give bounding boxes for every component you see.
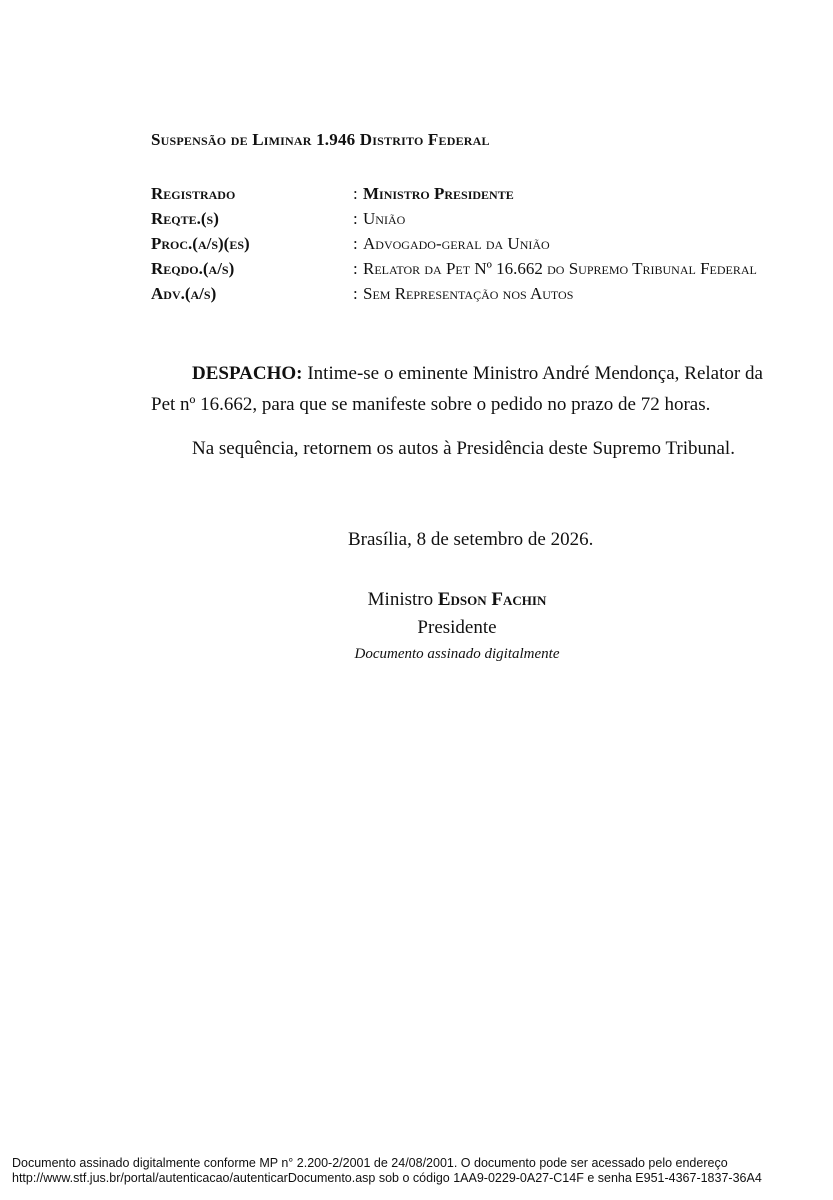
party-colon: : [353, 209, 358, 228]
party-value: Ministro Presidente [363, 184, 514, 203]
party-label: Proc.(a/s)(es) [151, 234, 250, 253]
signature-name-line [300, 585, 614, 614]
party-colon: : [353, 184, 358, 203]
signature-prefix: Ministro [367, 589, 438, 610]
signature-role: Presidente [417, 617, 497, 638]
party-value: Relator da Pet Nº 16.662 do Supremo Tribunal Federal [363, 259, 757, 278]
party-colon: : [353, 284, 358, 303]
footer-line-1: Documento assinado digitalmente conforme MP n° 2.200-2/2001 de 24/08/2001. O documento pode ser acessado pelo endereço [12, 1156, 728, 1170]
party-row-reqdo [151, 256, 763, 281]
party-row-reqte [151, 206, 763, 231]
document-title: Suspensão de Liminar 1.946 Distrito Federal [151, 130, 490, 149]
party-label: Reqte.(s) [151, 209, 219, 228]
party-value: Advogado-geral da União [363, 234, 550, 253]
party-row-registrado [151, 181, 763, 206]
parties-table [151, 181, 763, 306]
signature-note: Documento assinado digitalmente [354, 646, 560, 662]
party-row-proc [151, 231, 763, 256]
party-colon: : [353, 259, 358, 278]
footer-line-2: http://www.stf.jus.br/portal/autenticacao/autenticarDocumento.asp sob o código 1AA9-0229-0A27-C14F e senha E951-4367-1837-36A4 [12, 1171, 762, 1185]
despacho-text: Intime-se o eminente Ministro André Mendonça, Relator da Pet nº 16.662, para que se manifeste sobre o pedido no prazo de 72 horas. [151, 363, 763, 415]
despacho-label: DESPACHO: [192, 363, 303, 384]
authentication-footer [12, 1156, 762, 1186]
despacho-paragraph-1 [151, 358, 763, 420]
despacho-paragraph-2: Na sequência, retornem os autos à Presidência deste Supremo Tribunal. [192, 438, 735, 459]
signature-block [300, 585, 614, 667]
party-label: Adv.(a/s) [151, 284, 217, 303]
party-row-adv [151, 281, 763, 306]
party-value: Sem Representação nos Autos [363, 284, 574, 303]
despacho-body [151, 358, 763, 464]
party-colon: : [353, 234, 358, 253]
party-value: União [363, 209, 406, 228]
date-line: Brasília, 8 de setembro de 2026. [348, 529, 594, 550]
party-label: Reqdo.(a/s) [151, 259, 235, 278]
signature-name: Edson Fachin [437, 589, 547, 610]
party-label: Registrado [151, 184, 236, 203]
